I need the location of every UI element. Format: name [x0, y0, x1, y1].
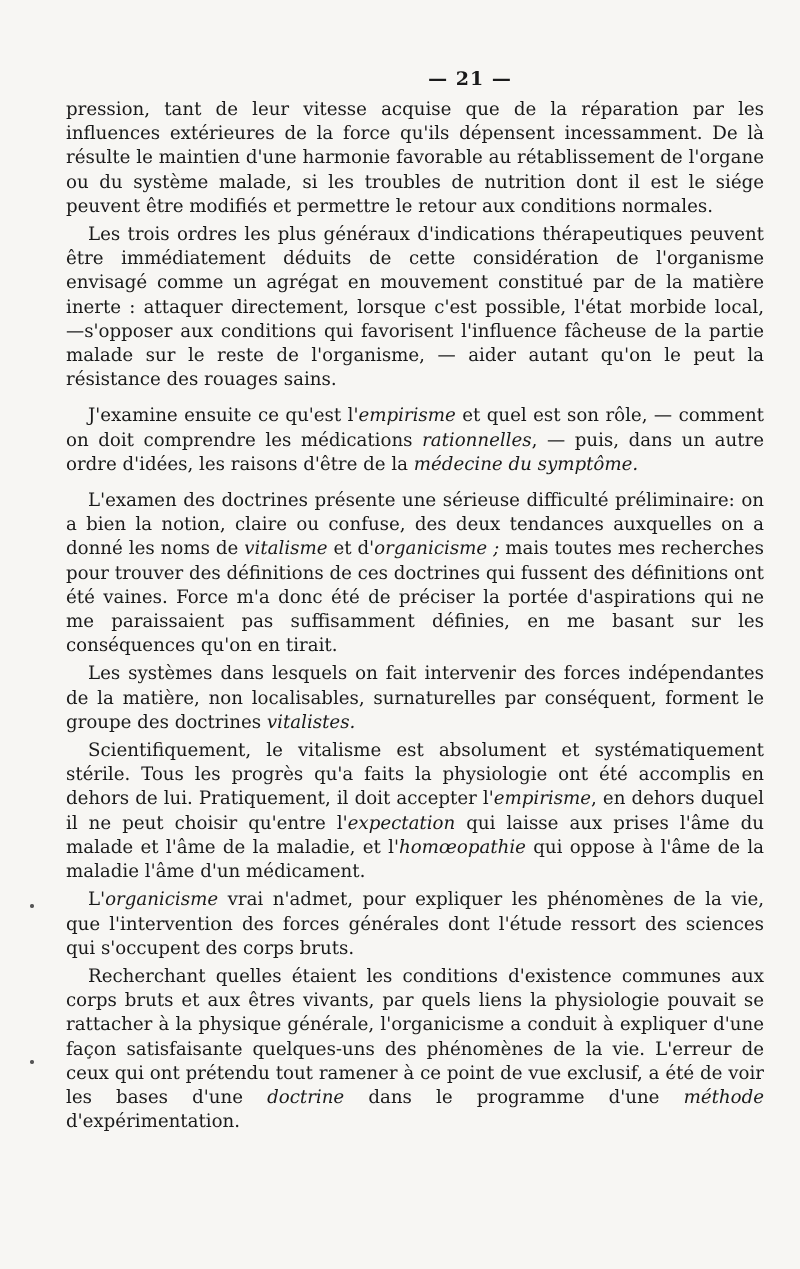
paragraph-8-text-e: d'expérimentation.: [66, 1111, 241, 1133]
term-medecine-du-symptome: médecine du symptôme.: [413, 453, 639, 475]
paragraph-6: [66, 739, 764, 884]
term-vitalistes: vitalistes.: [266, 711, 356, 733]
page-number: — 21 —: [428, 68, 512, 90]
paragraph-6-text-c: , en dehors duquel il ne peut choisir qu'entre l': [66, 788, 764, 834]
paragraph-6-text-g: qui oppose à l'âme de la maladie l'âme d'un médicament.: [66, 836, 764, 883]
paragraph-5-text-a: Les systèmes dans lesquels on fait intervenir des forces indépendantes de la matière, non localisables, surnaturelles par conséquent, forment le groupe des doctrines: [66, 663, 764, 733]
paragraph-3-text-c: et quel est son rôle, — comment on doit comprendre les médications: [66, 405, 764, 451]
paragraph-7-text-a: L': [88, 889, 106, 911]
paragraph-5: [66, 662, 764, 735]
paragraph-4: [66, 489, 764, 658]
paragraph-7-text-c: vrai n'admet, pour expliquer les phénomènes de la vie, que l'intervention des forces générales dont l'étude ressort des sciences qui s'occupent des corps bruts.: [66, 889, 764, 959]
paragraph-4-text-a: L'examen des doctrines présente une sérieuse difficulté préliminaire: on a bien la notion, claire ou confuse, des deux tendances auxquelles on a donné les noms de: [66, 490, 764, 560]
term-empirisme-2: empirisme: [493, 788, 592, 810]
ink-speck: [30, 1060, 34, 1064]
term-methode: méthode: [683, 1086, 764, 1108]
paragraph-2: Les trois ordres les plus généraux d'indications thérapeutiques peuvent être immédiatement déduits de cette considération de l'organisme envisagé comme un agrégat en mouvement constitué par de la matière inerte : attaquer directement, lorsque c'est possible, l'état morbide local, —s'opposer aux conditions qui favorisent l'influence fâcheuse de la partie malade sur le reste de l'organisme, — aider autant qu'on le peut la résistance des rouages sains.: [66, 224, 764, 391]
paragraph-7: [66, 888, 764, 961]
term-expectation: expectation: [347, 812, 456, 834]
paragraph-8-text-c: dans le programme d'une: [344, 1086, 684, 1108]
term-rationnelles: rationnelles: [422, 429, 532, 451]
paragraph-8: [66, 965, 764, 1134]
ink-speck: [30, 904, 34, 908]
paragraph-3-text-a: J'examine ensuite ce qu'est l': [88, 405, 359, 427]
term-empirisme: empirisme: [358, 405, 456, 427]
term-organicisme-2: organicisme: [105, 889, 219, 911]
paragraph-4-text-e: mais toutes mes recherches pour trouver des définitions de ces doctrines qui fussent des définitions ont été vaines. Force m'a donc été de préciser la portée d'aspirations qui ne me paraissaient pas suffisamment définies, en me basant sur les conséquences qu'on en tirait.: [66, 538, 764, 657]
term-vitalisme: vitalisme: [244, 538, 328, 560]
body-text: [66, 98, 764, 1134]
paragraph-6-text-a: Scientifiquement, le vitalisme est absolument et systématiquement stérile. Tous les progrès qu'a faits la physiologie ont été accomplis en dehors de lui. Pratiquement, il doit accepter l': [66, 740, 764, 810]
paragraph-8-text-a: Recherchant quelles étaient les conditions d'existence communes aux corps bruts et aux êtres vivants, par quels liens la physiologie pouvait se rattacher à la physique générale, l'organicisme a conduit à expliquer d'une façon satisfaisante quelques-uns des phénomènes de la vie. L'erreur de ceux qui ont prétendu tout ramener à ce point de vue exclusif, a été de voir les bases d'une: [66, 965, 764, 1108]
paragraph-3-text-e: , — puis, dans un autre ordre d'idées, les raisons d'être de la: [66, 429, 764, 475]
paragraph-3: [66, 404, 764, 477]
term-doctrine: doctrine: [267, 1086, 345, 1108]
paragraph-4-text-c: et d': [327, 538, 375, 560]
paragraph-1: pression, tant de leur vitesse acquise que de la réparation par les influences extérieures de la force qu'ils dépensent incessamment. De là résulte le maintien d'une harmonie favorable au rétablissement de l'organe ou du système malade, si les troubles de nutrition dont il est le siége peuvent être modifiés et permettre le retour aux conditions normales.: [66, 99, 764, 217]
term-homoeopathie: homœopathie: [398, 836, 526, 858]
term-organicisme: organicisme ;: [374, 538, 500, 560]
paragraph-6-text-e: qui laisse aux prises l'âme du malade et l'âme de la maladie, et l': [66, 812, 764, 858]
